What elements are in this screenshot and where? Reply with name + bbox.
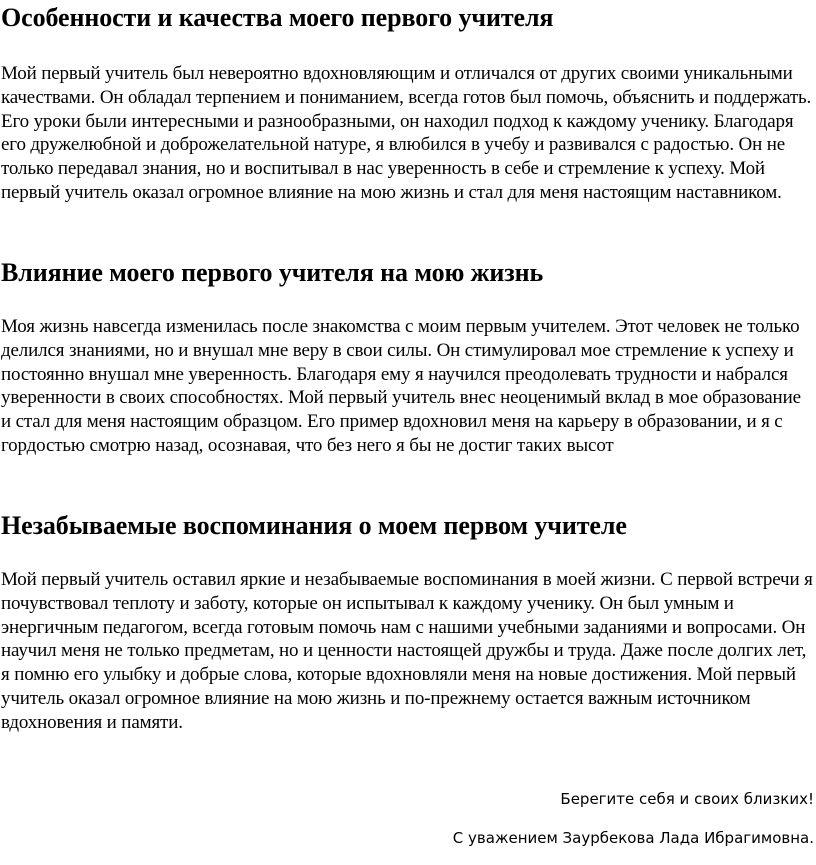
section-heading-influence: Влияние моего первого учителя на мою жизнь [1, 258, 544, 287]
section-paragraph-qualities: Мой первый учитель был невероятно вдохновляющим и отличался от других своими уникальными качествами. Он обладал терпением и пониманием, всегда готов был помочь, объяснить и поддержать. Его уроки были интересными и разнообразными, он находил подход к каждому ученику. Благодаря его дружелюбной и доброжелательной натуре, я влюбился в учебу и развивался с радостью. Он не только передавал знания, но и воспитывал в нас уверенность в себе и стремление к успеху. Мой первый учитель оказал огромное влияние на мою жизнь и стал для меня настоящим наставником. [1, 63, 812, 203]
section-paragraph-influence: Моя жизнь навсегда изменилась после знакомства с моим первым учителем. Этот человек не только делился знаниями, но и внушал мне веру в свои силы. Он стимулировал мое стремление к успеху и постоянно внушал мне уверенность. Благодаря ему я научился преодолевать трудности и набрался уверенности в своих способностях. Мой первый учитель внес неоценимый вклад в мое образование и стал для меня настоящим образцом. Его пример вдохновил меня на карьеру в образовании, и я с гордостью смотрю назад, осознавая, что без него я бы не достиг таких высот [1, 316, 801, 456]
section-heading-qualities: Особенности и качества моего первого учителя [1, 3, 554, 32]
closing-signature: С уважением Заурбекова Лада Ибрагимовна. [452, 829, 814, 847]
section-heading-memories: Незабываемые воспоминания о моем первом учителе [1, 511, 627, 540]
closing-wish: Берегите себя и своих близких! [560, 790, 814, 808]
section-paragraph-memories: Мой первый учитель оставил яркие и незабываемые воспоминания в моей жизни. С первой встречи я почувствовал теплоту и заботу, которые он испытывал к каждому ученику. Он был умным и энергичным педагогом, всегда готовым помочь нам с нашими учебными заданиями и вопросами. Он научил меня не только предметам, но и ценности настоящей дружбы и труда. Даже после долгих лет, я помню его улыбку и добрые слова, которые вдохновляли меня на новые достижения. Мой первый учитель оказал огромное влияние на мою жизнь и по-прежнему остается важным источником вдохновения и памяти. [1, 569, 813, 733]
